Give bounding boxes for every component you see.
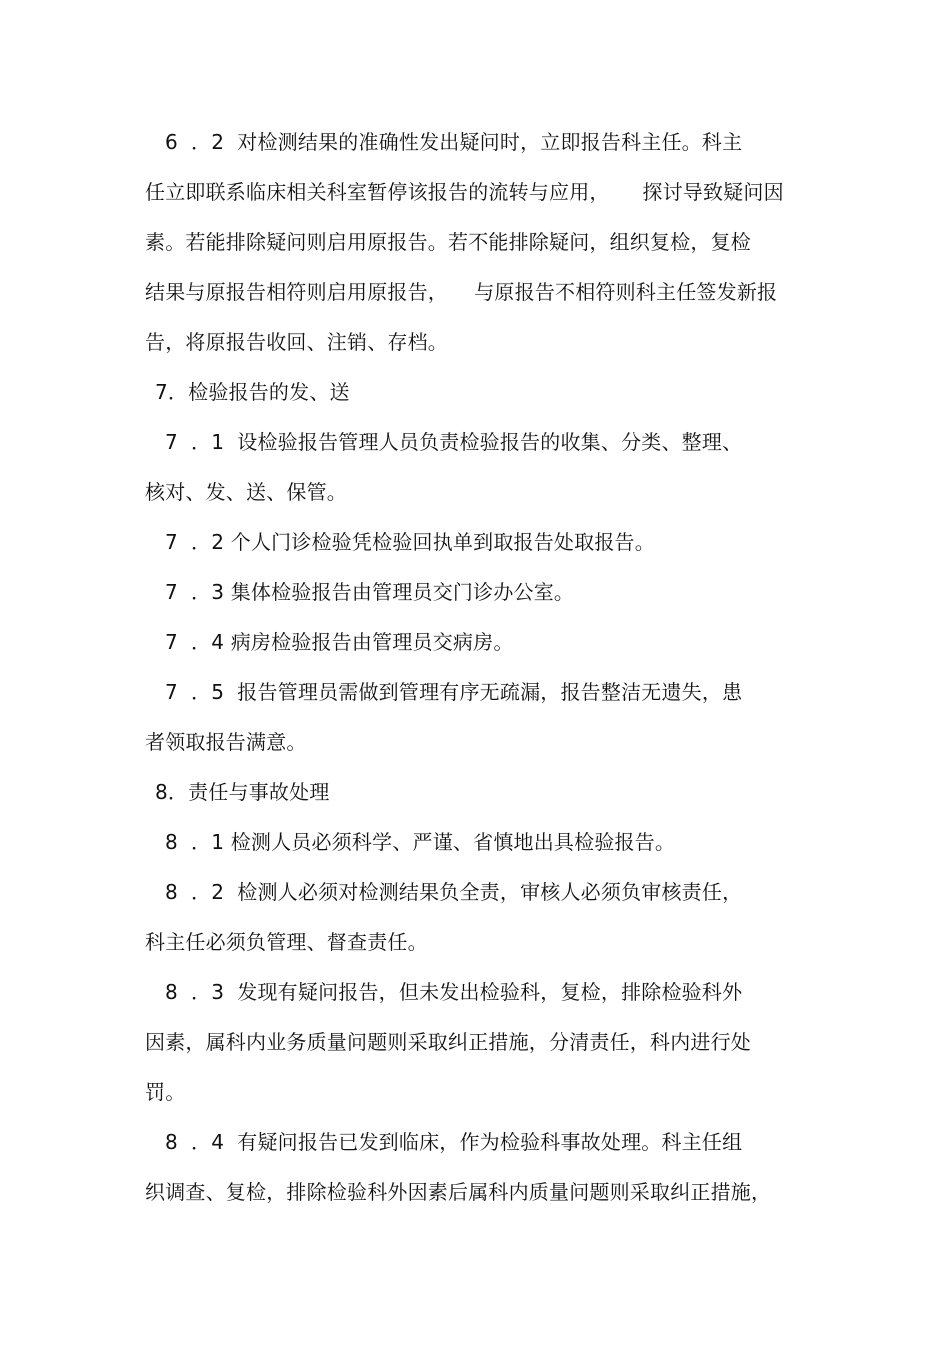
- paragraph-7-1-line-2: 核对、发、送、保管。: [145, 480, 347, 504]
- paragraph-8-2-line-1: 8 ．2 检测人必须对检测结果负全责，审核人必须负审核责任，: [165, 880, 743, 904]
- paragraph-8-4-line-2: 织调查、复检，排除检验科外因素后属科内质量问题则采取纠正措施，: [145, 1180, 772, 1204]
- paragraph-7-1-line-1: 7 ．1 设检验报告管理人员负责检验报告的收集、分类、整理、: [165, 430, 743, 454]
- paragraph-8-4-line-1: 8 ．4 有疑问报告已发到临床，作为检验科事故处理。科主任组: [165, 1130, 743, 1154]
- paragraph-7-4: 7 ．4 病房检验报告由管理员交病房。: [165, 630, 514, 654]
- section-7-heading: 7．检验报告的发、送: [155, 380, 350, 404]
- paragraph-7-5-line-1: 7 ．5 报告管理员需做到管理有序无疏漏，报告整洁无遗失，患: [165, 680, 743, 704]
- paragraph-6-2-line-1: 6 ．2 对检测结果的准确性发出疑问时，立即报告科主任。科主: [165, 130, 743, 154]
- paragraph-6-2-line-5: 告，将原报告收回、注销、存档。: [145, 330, 448, 354]
- paragraph-6-2-line-4: 结果与原报告相符则启用原报告， 与原报告不相符则科主任签发新报: [145, 280, 778, 304]
- paragraph-8-2-line-2: 科主任必须负管理、督查责任。: [145, 930, 428, 954]
- paragraph-7-5-line-2: 者领取报告满意。: [145, 730, 307, 754]
- paragraph-8-1: 8 ．1 检测人员必须科学、严谨、省慎地出具检验报告。: [165, 830, 676, 854]
- section-8-heading: 8．责任与事故处理: [155, 780, 330, 804]
- paragraph-8-3-line-3: 罚。: [145, 1080, 186, 1104]
- paragraph-6-2-line-3: 素。若能排除疑问则启用原报告。若不能排除疑问，组织复检，复检: [145, 230, 751, 254]
- paragraph-8-3-line-2: 因素，属科内业务质量问题则采取纠正措施，分清责任，科内进行处: [145, 1030, 751, 1054]
- paragraph-6-2-line-2: 任立即联系临床相关科室暂停该报告的流转与应用， 探讨导致疑问因: [145, 180, 784, 204]
- paragraph-7-3: 7 ．3 集体检验报告由管理员交门诊办公室。: [165, 580, 575, 604]
- paragraph-8-3-line-1: 8 ．3 发现有疑问报告，但未发出检验科，复检，排除检验科外: [165, 980, 743, 1004]
- paragraph-7-2: 7 ．2 个人门诊检验凭检验回执单到取报告处取报告。: [165, 530, 655, 554]
